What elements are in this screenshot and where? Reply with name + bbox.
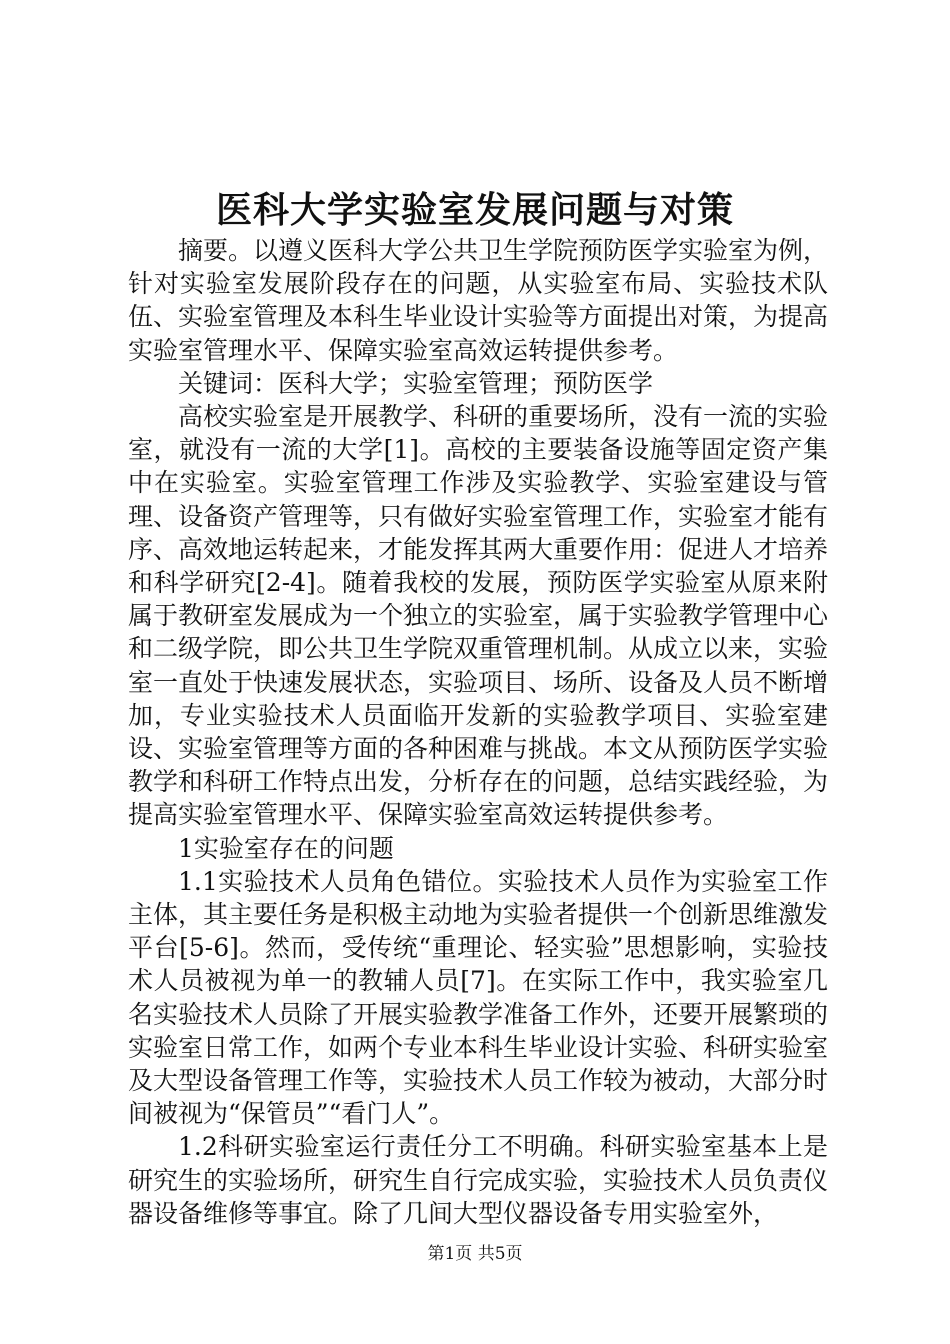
abstract-paragraph: 摘要。以遵义医科大学公共卫生学院预防医学实验室为例，针对实验室发展阶段存在的问题，从实验室布局、实验技术队伍、实验室管理及本科生毕业设计实验等方面提出对策，为提高实验室管理水平、保障实验室高效运转提供参考。 (128, 236, 829, 365)
document-body (128, 234, 828, 1230)
subsection-paragraph-1-2: 1.2科研实验室运行责任分工不明确。科研实验室基本上是研究生的实验场所，研究生自行完成实验，实验技术人员负责仪器设备维修等事宜。除了几间大型仪器设备专用实验室外， (128, 1132, 829, 1228)
page-footer: 第1页 共5页 (427, 1244, 523, 1264)
keywords-paragraph: 关键词：医科大学；实验室管理；预防医学 (178, 368, 654, 398)
section-heading: 1实验室存在的问题 (178, 833, 394, 863)
intro-paragraph: 高校实验室是开展教学、科研的重要场所，没有一流的实验室，就没有一流的大学[1]。高校的主要装备设施等固定资产集中在实验室。实验室管理工作涉及实验教学、实验室建设与管理、设备资产管理等，只有做好实验室管理工作，实验室才能有序、高效地运转起来，才能发挥其两大重要作用：促进人才培养和科学研究[2-4]。随着我校的发展，预防医学实验室从原来附属于教研室发展成为一个独立的实验室，属于实验教学管理中心和二级学院，即公共卫生学院双重管理机制。从成立以来，实验室一直处于快速发展状态，实验项目、场所、设备及人员不断增加，专业实验技术人员面临开发新的实验教学项目、实验室建设、实验室管理等方面的各种困难与挑战。本文从预防医学实验教学和科研工作特点出发，分析存在的问题，总结实践经验，为提高实验室管理水平、保障实验室高效运转提供参考。 (128, 402, 829, 830)
subsection-paragraph-1-1: 1.1实验技术人员角色错位。实验技术人员作为实验室工作主体，其主要任务是积极主动地为实验者提供一个创新思维激发平台[5-6]。然而，受传统“重理论、轻实验”思想影响，实验技术人员被视为单一的教辅人员[7]。在实际工作中，我实验室几名实验技术人员除了开展实验教学准备工作外，还要开展繁琐的实验室日常工作，如两个专业本科生毕业设计实验、科研实验室及大型设备管理工作等，实验技术人员工作较为被动，大部分时间被视为“保管员”“看门人”。 (128, 866, 829, 1129)
document-title: 医科大学实验室发展问题与对策 (215, 189, 734, 231)
